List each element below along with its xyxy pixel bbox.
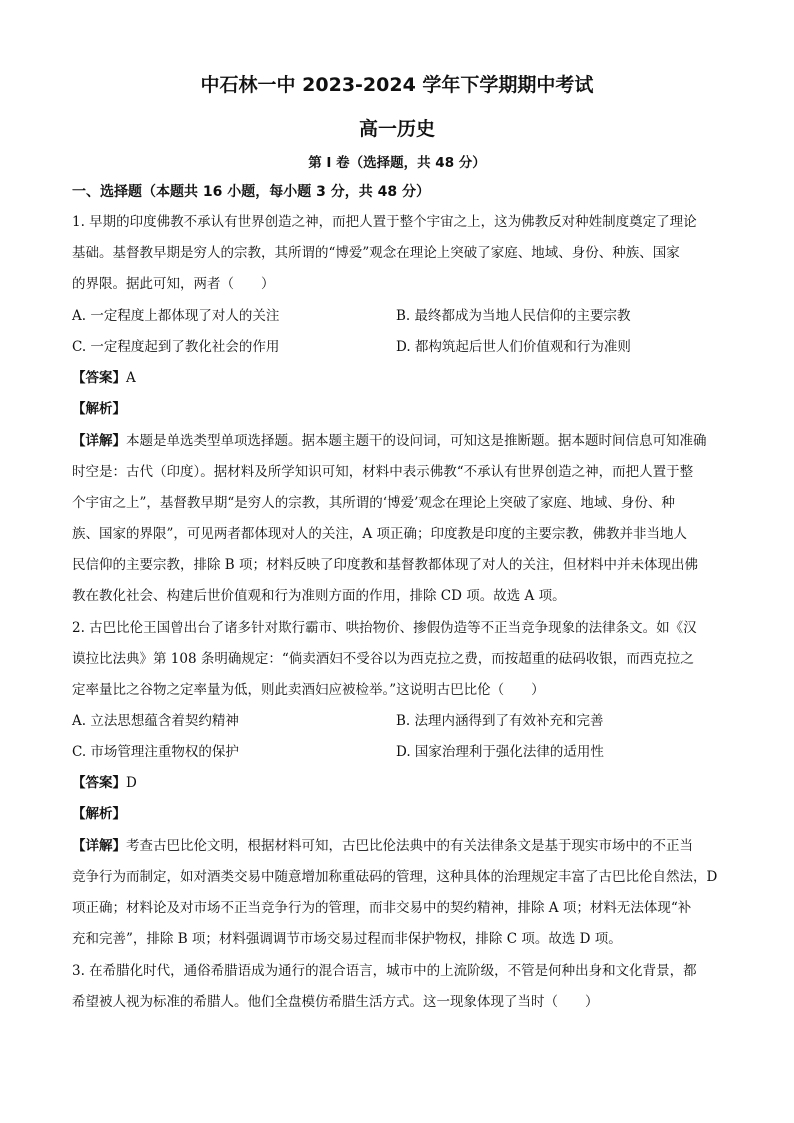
detail-label: 【详解】: [72, 433, 126, 449]
answer-value: A: [126, 370, 136, 386]
q1-detail-line: [72, 431, 707, 451]
answer-value: D: [126, 775, 137, 791]
q1-line: 基础。基督教早期是穷人的宗教，其所谓的“博爱”观念在理论上突破了家庭、地域、身份、种族、国家: [72, 245, 680, 261]
detail-text: 本题是单选类型单项选择题。据本题主题干的设问词，可知这是推断题。据本题时间信息可知准确: [126, 433, 707, 449]
q2-detail-line: [72, 836, 693, 856]
q2-option-c: C. 市场管理注重物权的保护: [72, 744, 239, 760]
q1-detail-line: 民信仰的主要宗教，排除 B 项；材料反映了印度教和基督教都体现了对人的关注，但材料中并未体现出佛: [72, 557, 699, 573]
q1-detail-line: 族、国家的界限”，可见两者都体现对人的关注，A 项正确；印度教是印度的主要宗教，佛教并非当地人: [72, 526, 687, 542]
q1-option-c: C. 一定程度起到了教化社会的作用: [72, 339, 280, 355]
q1-line: 的界限。据此可知，两者（ ）: [72, 276, 275, 292]
q2-analysis-label: 【解析】: [72, 806, 126, 822]
q1-answer: [72, 368, 136, 388]
detail-text: 考查古巴比伦文明，根据材料可知，古巴比伦法典中的有关法律条文是基于现实市场中的不正当: [126, 838, 693, 854]
part-title: 第 I 卷（选择题，共 48 分）: [308, 155, 486, 171]
q3-line: 希望被人视为标准的希腊人。他们全盘模仿希腊生活方式。这一现象体现了当时（ ）: [72, 994, 599, 1010]
q2-option-b: B. 法理内涵得到了有效补充和完善: [396, 713, 604, 729]
q1-option-d: D. 都构筑起后世人们价值观和行为准则: [396, 339, 631, 355]
q1-analysis-label: 【解析】: [72, 401, 126, 417]
detail-label: 【详解】: [72, 838, 126, 854]
q2-detail-line: 充和完善”，排除 B 项；材料强调调节市场交易过程而非保护物权，排除 C 项。故选 D 项。: [72, 931, 622, 947]
answer-label: 【答案】: [72, 775, 126, 791]
exam-title: 中石林一中 2023-2024 学年下学期期中考试: [200, 74, 594, 96]
q2-detail-line: 项正确；材料论及对市场不正当竞争行为的管理，而非交易中的契约精神，排除 A 项；材料无法体现“补: [72, 900, 692, 916]
section-heading: 一、选择题（本题共 16 小题，每小题 3 分，共 48 分）: [72, 184, 430, 200]
q2-line: 定率量比之谷物之定率量为低，则此卖酒妇应被检举。”这说明古巴比伦（ ）: [72, 682, 545, 698]
q1-detail-line: 教在教化社会、构建后世价值观和行为准则方面的作用，排除 CD 项。故选 A 项。: [72, 588, 566, 604]
q2-answer: [72, 773, 137, 793]
answer-label: 【答案】: [72, 370, 126, 386]
q3-line: 3. 在希腊化时代，通俗希腊语成为通行的混合语言，城市中的上流阶级，不管是何种出身和文化背景，都: [72, 963, 697, 979]
q1-detail-line: 时空是：古代（印度）。据材料及所学知识可知，材料中表示佛教“不承认有世界创造之神，而把人置于整: [72, 464, 694, 480]
q2-option-a: A. 立法思想蕴含着契约精神: [72, 713, 239, 729]
subject-title: 高一历史: [358, 118, 435, 140]
q2-line: 谟拉比法典》第 108 条明确规定：“倘卖酒妇不受谷以为西克拉之费，而按超重的砝码收银，而西克拉之: [72, 651, 694, 667]
q1-option-b: B. 最终都成为当地人民信仰的主要宗教: [396, 308, 631, 324]
q1-line: 1. 早期的印度佛教不承认有世界创造之神，而把人置于整个宇宙之上，这为佛教反对种姓制度奠定了理论: [72, 214, 697, 230]
q2-option-d: D. 国家治理利于强化法律的适用性: [396, 744, 604, 760]
q2-line: 2. 古巴比伦王国曾出台了诸多针对欺行霸市、哄抬物价、掺假伪造等不正当竞争现象的法律条文。如《汉: [72, 620, 697, 636]
q1-detail-line: 个宇宙之上”，基督教早期“是穷人的宗教，其所谓的‘博爱’观念在理论上突破了家庭、地域、身份、种: [72, 495, 675, 511]
q1-option-a: A. 一定程度上都体现了对人的关注: [72, 308, 280, 324]
q2-detail-line: 竞争行为而制定，如对酒类交易中随意增加称重砝码的管理，这种具体的治理规定丰富了古巴比伦自然法，D: [72, 869, 718, 885]
